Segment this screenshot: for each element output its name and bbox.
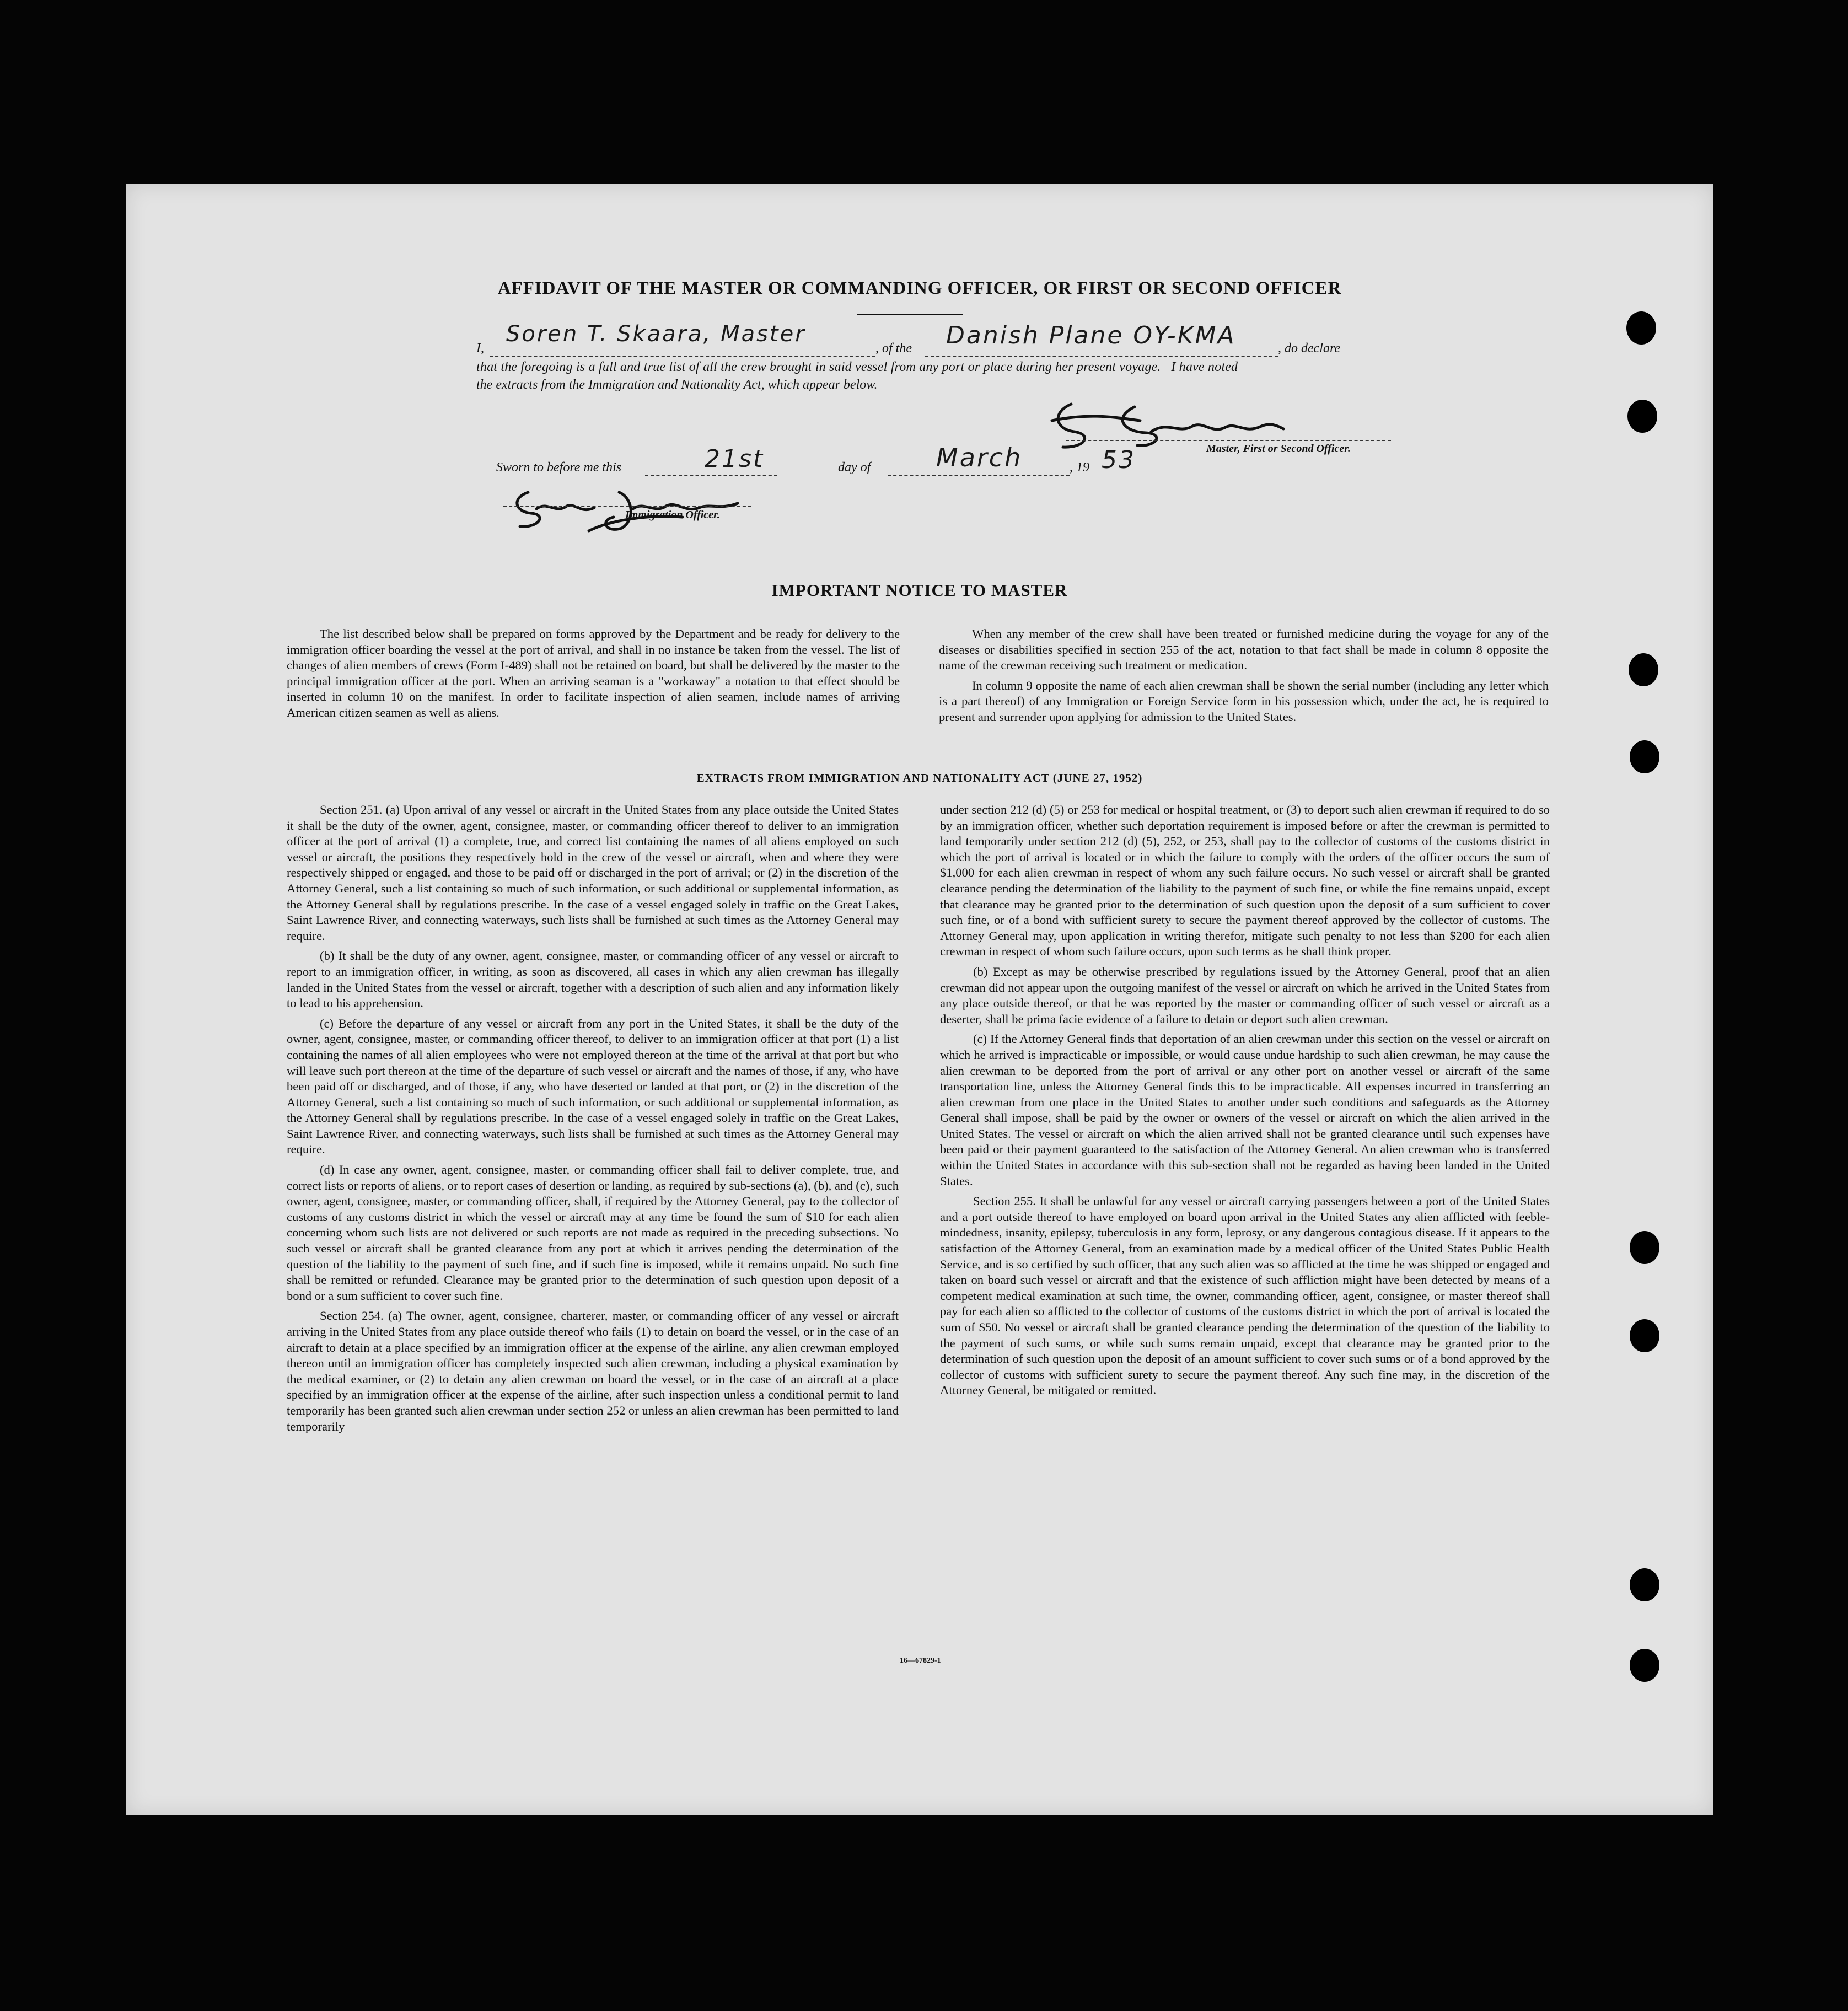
master-signature-line: [1066, 440, 1391, 441]
extract-paragraph: Section 251. (a) Upon arrival of any vessel or aircraft in the United States from any place outside the United States it shall be the duty of the owner, agent, consignee, master, or commanding officer thereof to deliver to an immigration officer at the port of arrival (1) a complete, true, and correct list containing the names of all aliens employed on such vessel or aircraft, the positions they respectively hold in the crew of the vessel or aircraft, when and where they were respectively shipped or engaged, and those to be paid off or discharged in the port of arrival; or (2) in the discretion of the Attorney General, such a list containing so much of such information, or such additional or supplemental information, as the Attorney General shall by regulations prescribe. In the case of a vessel engaged solely in traffic on the Great Lakes, Saint Lawrence River, and connecting waterways, such lists shall be furnished at such times as the Attorney General may require.: [287, 803, 899, 943]
extract-paragraph: (d) In case any owner, agent, consignee, master, or commanding officer shall fail to deliver complete, true, and correct lists or reports of aliens, or to report cases of desertion or landing, as required by sub-sections (a), (b), and (c), such owner, agent, consignee, master, or commanding officer, shall, if required by the Attorney General, pay to the collector of customs of any customs district in which the vessel or aircraft may at any time be found the sum of $10 for each alien concerning whom such lists are not delivered or such reports are not made as required in the preceding subsections. No such vessel or aircraft shall be granted clearance from any port at which it arrives pending the determination of the question of the liability to the payment of such fine, and if such fine is imposed, while it remains unpaid. No such fine shall be remitted or refunded. Clearance may be granted prior to the determination of such question upon deposit of a bond or a sum sufficient to cover such fine.: [287, 1163, 899, 1303]
day-handwriting: 21st: [705, 445, 765, 473]
do-declare-label: , do declare: [1278, 341, 1341, 356]
form-page: [126, 184, 1713, 1815]
notice-right-column: [939, 626, 1549, 730]
punch-hole: [1627, 400, 1657, 433]
punch-hole: [1630, 740, 1659, 773]
notice-left-paragraph: The list described below shall be prepared on forms approved by the Department and be ready for delivery to the immigration officer boarding the vessel at the port of arrival, and shall in no instance be taken from the vessel. The list of changes of alien members of crews (Form I-489) shall not be retained on board, but shall be delivered by the master to the principal immigration officer at the port. When an arriving seaman is a "workaway" a notation to that effect should be inserted in column 10 on the manifest. In order to facilitate inspection of alien seamen, include names of arriving American citizen seamen as well as aliens.: [287, 627, 900, 719]
extract-paragraph: (c) Before the departure of any vessel or aircraft from any port in the United States, it shall be the duty of the owner, agent, consignee, master, or commanding officer thereof, to deliver to an immigration officer at that port (1) a list containing the names of all alien employees who were not employed thereon at the time of the arrival at that port but who will leave such port thereon at the time of the departure of such vessel or aircraft and the names of those, if any, who have been paid off or discharged, and of those, if any, who have deserted or landed at that port, or (2) in the discretion of the Attorney General, such a list containing so much of such information, or such additional or supplemental information, as the Attorney General shall by regulations prescribe. In the case of a vessel engaged solely in traffic on the Great Lakes, Saint Lawrence River, and connecting waterways, such lists shall be furnished at such times as the Attorney General may require.: [287, 1016, 899, 1157]
punch-hole: [1630, 1649, 1659, 1682]
vessel-line: [925, 356, 1278, 357]
extract-paragraph: Section 255. It shall be unlawful for any vessel or aircraft carrying passengers between a port of the United States and a port outside thereof to have employed on board upon arrival in the United States any alien afflicted with feeble-mindedness, insanity, epilepsy, tuberculosis in any form, leprosy, or any dangerous contagious disease. If it appears to the satisfaction of the Attorney General, from an examination made by a medical officer of the United States Public Health Service, and is so certified by such officer, that any such alien was so afflicted at the time he was shipped or engaged and taken on board such vessel or aircraft and that the existence of such affliction might have been detected by means of a competent medical examination at such time, the owner, commanding officer, agent, consignee, or master thereof shall pay for each alien so afflicted to the collector of customs of the customs district in which the port of arrival is located the sum of $50. No vessel or aircraft shall be granted clearance pending the determination of the question of the liability to the payment of such sums, or while such sums remain unpaid, except that clearance may be granted prior to the determination of such question upon the deposit of an amount sufficient to cover such sums or of a bond approved by the collector of customs with sufficient surety to secure the payment thereof. Any such fine may, in the discretion of the Attorney General, be mitigated or remitted.: [940, 1194, 1550, 1397]
year-prefix: , 19: [1070, 460, 1089, 475]
extracts-title: EXTRACTS FROM IMMIGRATION AND NATIONALITY ACT (JUNE 27, 1952): [696, 771, 1143, 784]
day-of-label: day of: [838, 460, 871, 475]
extract-paragraph: (c) If the Attorney General finds that deportation of an alien crewman under this section on the vessel or aircraft on which he arrived is impracticable or impossible, or would cause undue hardship to such alien crewman, he may cause the alien crewman to be deported from the port of arrival or any other port on another vessel or aircraft of the same transportation line, unless the Attorney General finds this to be impracticable. All expenses incurred in transferring an alien crewman from one place in the United States to another under such conditions and safeguards as the Attorney General shall impose, shall be paid by the owner or owners of the vessel or aircraft on which the alien arrived in the United States. The vessel or aircraft on which the alien arrived shall not be granted clearance until such expenses have been paid or their payment guaranteed to the satisfaction of the Attorney General. An alien crewman who is transferred within the United States in accordance with this sub-section shall not be regarded as having been landed in the United States.: [940, 1032, 1550, 1188]
punch-hole: [1630, 1319, 1659, 1352]
statement-line-2: the extracts from the Immigration and Nationality Act, which appear below.: [476, 378, 878, 392]
punch-hole: [1630, 1231, 1659, 1264]
affidavit-title: AFFIDAVIT OF THE MASTER OR COMMANDING OFFICER, OR FIRST OR SECOND OFFICER: [497, 278, 1342, 298]
declarant-handwriting: Soren T. Skaara, Master: [506, 321, 806, 347]
punch-hole: [1626, 311, 1656, 345]
extract-paragraph: under section 212 (d) (5) or 253 for medical or hospital treatment, or (3) to deport such alien crewman if required to do so by an immigration officer, whether such deportation requirement is imposed before or after the crewman is permitted to land temporarily under section 212 (d) (5), 252, or 253, shall pay to the collector of customs of the customs district in which the port of arrival is located or in which the failure to comply with the orders of the officer occurs the sum of $1,000 for each alien crewman in respect of whom any such failure occurs. No such vessel or aircraft shall be granted clearance pending the determination of the liability to the payment of such fine, or while the fine remains unpaid, except that clearance may be granted prior to the determination of such question upon the deposit of a sum sufficient to cover such fine, or of a bond with sufficient surety to secure the payment thereof approved by the collector of customs. The Attorney General may, upon application in writing therefor, mitigate such penalty to not less than $200 for each alien crewman in respect of whom such failure occurs, upon such terms as he shall think proper.: [940, 803, 1550, 959]
officer-signature-line: [503, 506, 751, 507]
month-line: [888, 475, 1070, 476]
of-the-label: , of the: [875, 341, 912, 356]
notice-title: IMPORTANT NOTICE TO MASTER: [771, 580, 1068, 600]
form-number: 16—67829-1: [900, 1657, 941, 1665]
extract-paragraph: (b) It shall be the duty of any owner, agent, consignee, master, or commanding officer of any vessel or aircraft to report to an immigration officer, in writing, as soon as discovered, all cases in which any alien crewman has illegally landed in the United States from the vessel or aircraft, together with a description of such alien and any information likely to lead to his apprehension.: [287, 949, 899, 1010]
declarant-line: [490, 356, 875, 357]
extract-paragraph: Section 254. (a) The owner, agent, consignee, charterer, master, or commanding officer of any vessel or aircraft arriving in the United States from any place outside thereof who fails (1) to detain on board the vessel, or in the case of an aircraft to detain at a place specified by an immigration officer at the expense of the airline, any alien crewman employed thereon until an immigration officer has completely inspected such alien crewman, including a physical examination by the medical examiner, or (2) to detain any alien crewman on board the vessel, or in the case of an aircraft at a place specified by an immigration officer at the expense of the airline, after such inspection unless a conditional permit to land temporarily has been granted such alien crewman under section 252 or unless an alien crewman has been permitted to land temporarily: [287, 1309, 899, 1433]
punch-hole: [1630, 1568, 1659, 1601]
master-caption: Master, First or Second Officer.: [1206, 443, 1351, 455]
extract-paragraph: (b) Except as may be otherwise prescribed by regulations issued by the Attorney General, proof that an alien crewman did not appear upon the outgoing manifest of the vessel or aircraft on which he arrived in the United States from any place outside thereof, or that he was reported by the master or commanding officer of such vessel or aircraft as a deserter, shall be prima facie evidence of a failure to detain or deport such alien crewman.: [940, 964, 1550, 1026]
vessel-handwriting: Danish Plane OY-KMA: [946, 321, 1236, 349]
officer-caption: Immigration Officer.: [625, 509, 720, 521]
title-rule: [857, 314, 963, 315]
i-label: I,: [476, 341, 484, 356]
notice-left-column: [287, 626, 900, 725]
extracts-left-column: [287, 802, 899, 1439]
sworn-label: Sworn to before me this: [496, 460, 622, 475]
extracts-right-column: [940, 802, 1550, 1403]
punch-hole: [1629, 653, 1658, 686]
year-handwriting: 53: [1102, 446, 1136, 474]
notice-right-paragraph: When any member of the crew shall have been treated or furnished medicine during the voyage for any of the diseases or disabilities specified in section 255 of the act, notation to that fact shall be made in column 8 opposite the name of the crewman receiving such treatment or medication.: [939, 627, 1549, 673]
month-handwriting: March: [936, 443, 1023, 472]
notice-right-paragraph: In column 9 opposite the name of each alien crewman shall be shown the serial number (including any letter which is a part thereof) of any Immigration or Foreign Service form in his possession which, under the act, he is required to present and surrender upon applying for admission to the United States.: [939, 678, 1549, 724]
statement-line-1: that the foregoing is a full and true list of all the crew brought in said vessel from any port or place during her present voyage. I have noted: [476, 360, 1238, 374]
